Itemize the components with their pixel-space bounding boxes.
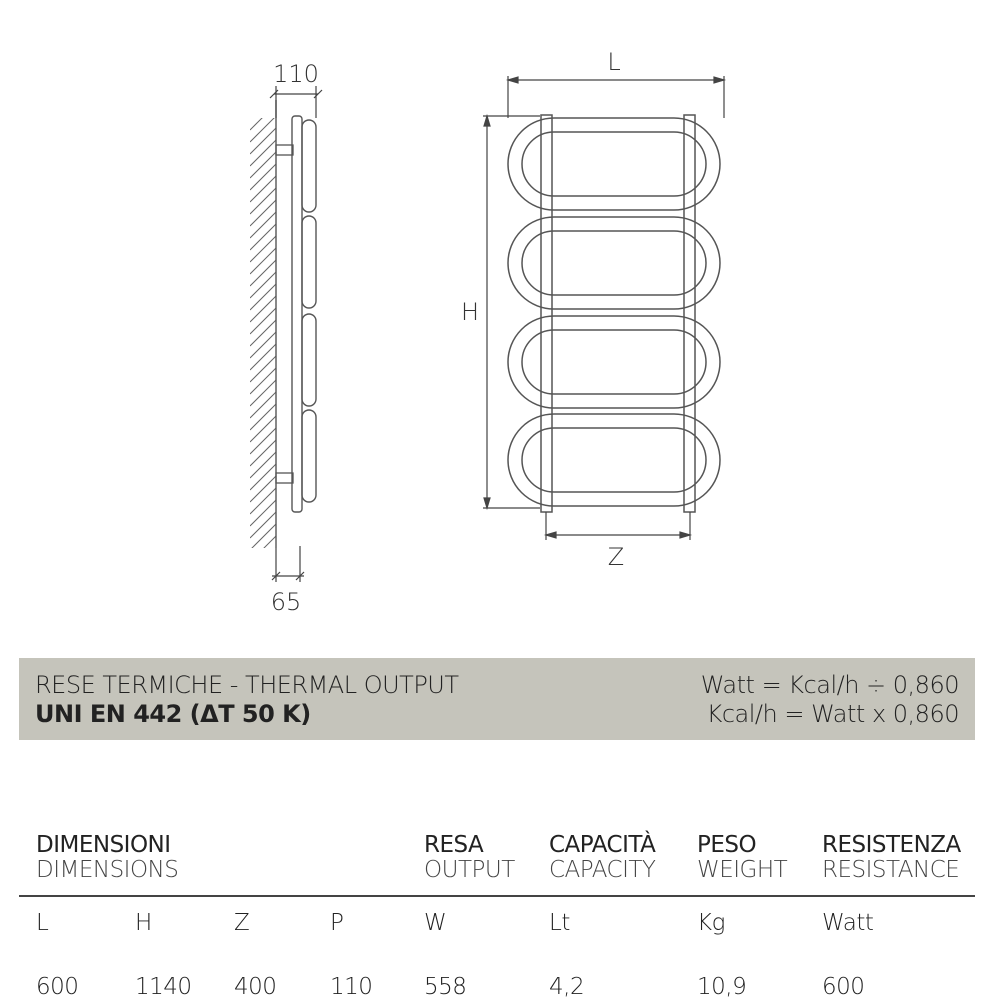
lower-bracket [276, 473, 293, 483]
height-dimension [483, 116, 540, 508]
loop-profile-2 [302, 216, 316, 308]
upper-bracket [276, 145, 293, 155]
header-resistance-it: RESISTENZA [822, 832, 961, 858]
front-view [508, 115, 720, 512]
unit-h: H [135, 910, 152, 936]
rear-pipe [292, 116, 302, 512]
header-resistance [822, 833, 961, 883]
unit-w: W [424, 910, 447, 936]
loop-1-inner [522, 132, 706, 196]
loop-profile-4 [302, 410, 316, 502]
wall-distance-label: 65 [270, 588, 302, 616]
width-dimension [508, 76, 724, 118]
centers-label: Z [607, 543, 625, 571]
side-view [250, 60, 322, 616]
header-dimensions-it: DIMENSIONI [36, 832, 171, 858]
header-output [424, 833, 515, 883]
wall-distance-dimension [272, 546, 304, 582]
header-dimensions [36, 833, 178, 883]
header-capacity-en: CAPACITY [549, 857, 656, 883]
value-kg: 10,9 [697, 974, 747, 1000]
depth-label: 110 [273, 60, 319, 88]
banner-conversion-2: Kcal/h = Watt x 0,860 [706, 700, 959, 728]
value-watt: 600 [822, 974, 865, 1000]
header-resistance-en: RESISTANCE [822, 857, 960, 883]
header-capacity [549, 833, 655, 883]
header-weight-it: PESO [697, 832, 757, 858]
unit-l: L [36, 910, 49, 936]
depth-dimension [270, 86, 322, 118]
unit-p: P [330, 910, 344, 936]
left-collector [541, 115, 552, 512]
banner-title: RESE TERMICHE - THERMAL OUTPUT [35, 671, 459, 699]
value-l: 600 [36, 974, 79, 1000]
wall-hatching [250, 104, 276, 574]
header-weight [697, 833, 787, 883]
loop-3-inner [522, 330, 706, 394]
value-p: 110 [330, 974, 373, 1000]
header-rule [19, 895, 975, 897]
value-w: 558 [424, 974, 467, 1000]
header-capacity-it: CAPACITÀ [549, 832, 656, 858]
height-label: H [460, 298, 480, 326]
value-lt: 4,2 [549, 974, 585, 1000]
centers-dimension [546, 512, 690, 540]
loop-2-inner [522, 231, 706, 295]
loop-profile-3 [302, 314, 316, 406]
banner-conversion-1: Watt = Kcal/h ÷ 0,860 [700, 671, 959, 699]
header-output-en: OUTPUT [424, 857, 515, 883]
unit-z: Z [234, 910, 250, 936]
width-label: L [607, 48, 621, 76]
unit-lt: Lt [549, 910, 570, 936]
right-collector [684, 115, 695, 512]
header-output-it: RESA [424, 832, 484, 858]
value-h: 1140 [135, 974, 192, 1000]
header-dimensions-en: DIMENSIONS [36, 857, 179, 883]
loop-profile-1 [302, 120, 316, 212]
thermal-output-banner [19, 658, 975, 740]
value-z: 400 [234, 974, 277, 1000]
unit-watt: Watt [822, 910, 874, 936]
header-weight-en: WEIGHT [697, 857, 788, 883]
banner-standard: UNI EN 442 (ΔT 50 K) [35, 700, 311, 728]
unit-kg: Kg [697, 910, 725, 936]
loop-4-inner [522, 428, 706, 492]
